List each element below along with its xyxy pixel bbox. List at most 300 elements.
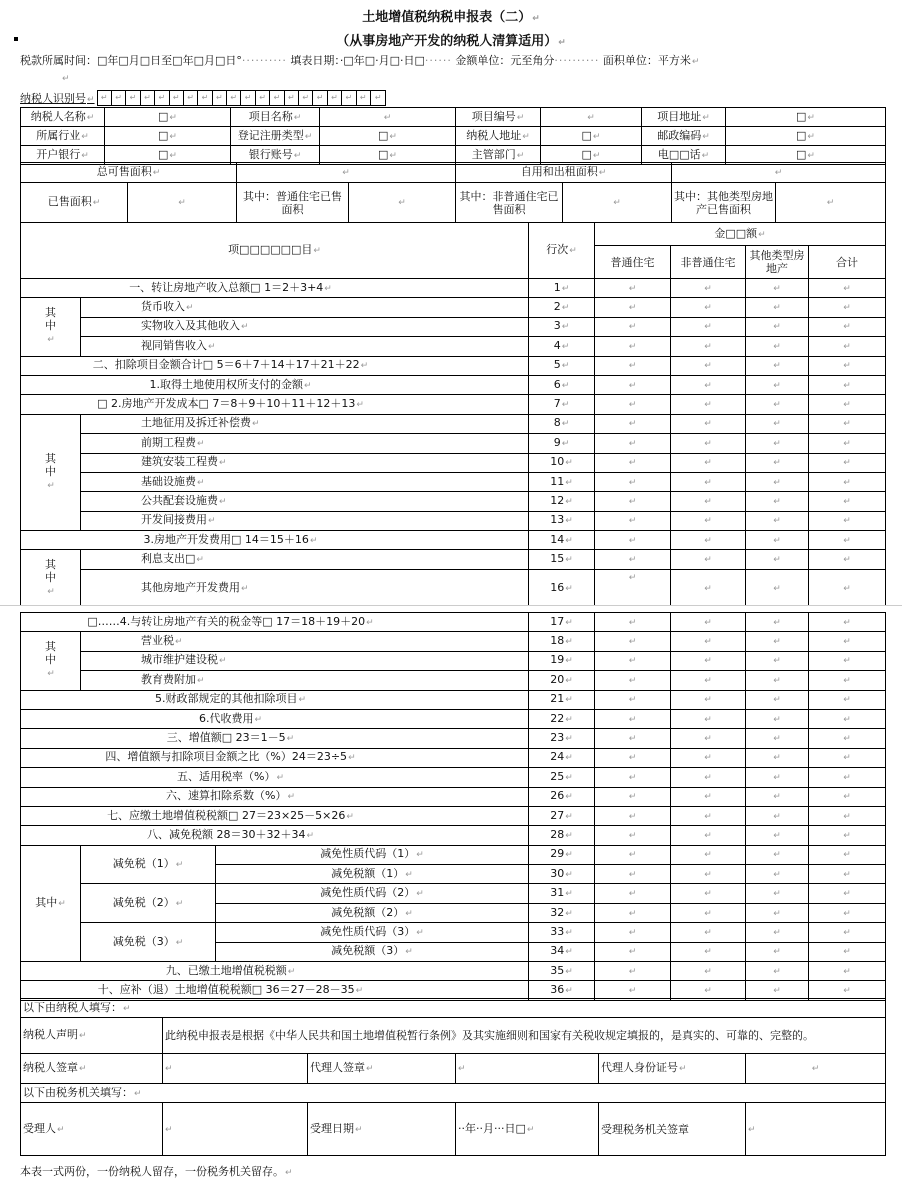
table-row (21, 531, 886, 550)
amount-cell[interactable] (809, 806, 886, 825)
calculation-table-part1 (20, 222, 886, 608)
info-label: 纳税人地址 ↵ (456, 127, 541, 146)
amount-cell[interactable] (746, 550, 809, 569)
amount-cell[interactable] (671, 748, 746, 767)
amount-cell[interactable] (671, 356, 746, 375)
table-row (21, 395, 886, 414)
amount-cell[interactable] (746, 729, 809, 748)
info-value[interactable]: □ ↵ (105, 108, 231, 127)
line-number: 17 ↵ (529, 613, 595, 632)
taxpayer-id-digit[interactable]: ↵ (241, 91, 255, 105)
info-row (21, 127, 886, 146)
amount-cell[interactable] (809, 613, 886, 632)
page-break (0, 605, 902, 612)
amount-cell[interactable] (671, 884, 746, 903)
area-unit: 面积单位：平方米 ↵ (603, 54, 700, 67)
amount-cell[interactable] (746, 962, 809, 981)
line-number: 8 ↵ (529, 414, 595, 433)
line-number: 34 ↵ (529, 942, 595, 961)
area-table (20, 162, 886, 223)
amount-cell[interactable] (595, 414, 671, 433)
table-row (21, 651, 886, 670)
sold-area-value[interactable] (128, 183, 237, 223)
amount-cell[interactable] (809, 845, 886, 864)
amount-cell[interactable] (746, 865, 809, 884)
amount-cell[interactable] (809, 923, 886, 942)
statement-text: 此纳税申报表是根据《中华人民共和国土地增值税暂行条例》及其实施细则和国家有关税收规定填报的，是真实的、可靠的、完整的。 (163, 1018, 886, 1054)
amount-cell[interactable] (595, 709, 671, 728)
table-row (21, 768, 886, 787)
table-row (21, 511, 886, 530)
amount-cell[interactable] (595, 453, 671, 472)
amount-cell[interactable] (671, 317, 746, 336)
row-label: □……4.与转让房地产有关的税金等□ 17＝18＋19＋20 ↵ (21, 613, 529, 632)
row-label: 其他房地产开发费用 ↵ (81, 569, 529, 607)
amount-cell[interactable] (746, 884, 809, 903)
line-number: 26 ↵ (529, 787, 595, 806)
line-number: 24 ↵ (529, 748, 595, 767)
amount-cell[interactable] (746, 298, 809, 317)
amount-cell[interactable] (595, 826, 671, 845)
info-value[interactable]: □ ↵ (726, 127, 886, 146)
amount-cell[interactable] (746, 395, 809, 414)
info-value[interactable]: □ ↵ (726, 108, 886, 127)
amount-cell[interactable] (595, 317, 671, 336)
line-number: 2 ↵ (529, 298, 595, 317)
amount-cell[interactable] (809, 395, 886, 414)
row-label: 一、转让房地产收入总额□ 1＝2＋3+4 ↵ (21, 279, 529, 298)
ordinary-sold-area-label: 其中：普通住宅已售面积 (237, 183, 349, 223)
table-row (21, 826, 886, 845)
amount-cell[interactable] (671, 787, 746, 806)
row-label: 减免性质代码（3） ↵ (216, 923, 529, 942)
line-number: 13 ↵ (529, 511, 595, 530)
info-label: 主管部门 ↵ (456, 146, 541, 165)
col-header-ordinary: 普通住宅 (595, 246, 671, 279)
amount-cell[interactable] (595, 942, 671, 961)
nonordinary-sold-area-value[interactable] (563, 183, 672, 223)
row-label: 5.财政部规定的其他扣除项目 ↵ (21, 690, 529, 709)
amount-cell[interactable] (595, 651, 671, 670)
info-value[interactable] (320, 108, 456, 127)
col-header-other: 其他类型房地产 (746, 246, 809, 279)
line-number: 6 ↵ (529, 375, 595, 394)
row-label: 1.取得土地使用权所支付的金额 ↵ (21, 375, 529, 394)
amount-cell[interactable] (595, 923, 671, 942)
table-row (21, 613, 886, 632)
taxpayer-sign-field[interactable] (163, 1054, 308, 1084)
amount-cell[interactable] (595, 962, 671, 981)
taxpayer-id-digit[interactable]: ↵ (313, 91, 327, 105)
amount-cell[interactable] (595, 845, 671, 864)
line-number: 5 ↵ (529, 356, 595, 375)
amount-cell[interactable] (595, 375, 671, 394)
info-row (21, 108, 886, 127)
amount-cell[interactable] (746, 569, 809, 607)
amount-cell[interactable] (809, 768, 886, 787)
info-label: 项目编号 ↵ (456, 108, 541, 127)
amount-cell[interactable] (746, 651, 809, 670)
sold-area-label: 已售面积 ↵ (21, 183, 128, 223)
self-use-area-value[interactable] (672, 163, 886, 183)
amount-cell[interactable] (746, 923, 809, 942)
amount-cell[interactable] (809, 298, 886, 317)
line-number: 33 ↵ (529, 923, 595, 942)
amount-cell[interactable] (595, 729, 671, 748)
amount-cell[interactable] (746, 375, 809, 394)
amount-cell[interactable] (746, 511, 809, 530)
table-row (21, 962, 886, 981)
amount-cell[interactable] (595, 768, 671, 787)
amount-cell[interactable] (809, 337, 886, 356)
agent-id-field[interactable] (746, 1054, 886, 1084)
line-number: 21 ↵ (529, 690, 595, 709)
taxpayer-id-digit[interactable]: ↵ (357, 91, 371, 105)
info-value[interactable]: □ ↵ (726, 146, 886, 165)
amount-cell[interactable] (595, 395, 671, 414)
taxpayer-id-input[interactable] (97, 90, 387, 106)
amount-cell[interactable] (671, 962, 746, 981)
amount-cell[interactable] (595, 865, 671, 884)
amount-cell[interactable] (746, 845, 809, 864)
amount-cell[interactable] (671, 531, 746, 550)
taxpayer-id-digit[interactable]: ↵ (256, 91, 270, 105)
info-value[interactable]: □ ↵ (105, 146, 231, 165)
amount-cell[interactable] (671, 613, 746, 632)
amount-cell[interactable] (809, 671, 886, 690)
amount-cell[interactable] (746, 472, 809, 491)
amount-header: 金□□额 ↵ (595, 223, 886, 246)
amount-cell[interactable] (595, 569, 671, 607)
amount-cell[interactable] (595, 472, 671, 491)
amount-cell[interactable] (746, 453, 809, 472)
row-label: 利息支出□ ↵ (81, 550, 529, 569)
table-row (21, 569, 886, 607)
amount-cell[interactable] (746, 317, 809, 336)
amount-cell[interactable] (746, 826, 809, 845)
form-subtitle: （从事房地产开发的纳税人清算适用） ↵ (0, 30, 902, 49)
group-label: 其中 ↵ (45, 640, 57, 681)
calculation-table-part2 (20, 612, 886, 1001)
taxpayer-id-digit[interactable]: ↵ (98, 91, 112, 105)
relief-label: 减免税（2） ↵ (81, 884, 216, 923)
amount-cell[interactable] (671, 492, 746, 511)
taxpayer-id-digit[interactable]: ↵ (141, 91, 155, 105)
taxpayer-id-digit[interactable]: ↵ (342, 91, 356, 105)
taxpayer-id-digit[interactable]: ↵ (227, 91, 241, 105)
line-number: 11 ↵ (529, 472, 595, 491)
row-label: 公共配套设施费 ↵ (81, 492, 529, 511)
info-label: 电□□话 ↵ (642, 146, 726, 165)
taxpayer-id-digit[interactable]: ↵ (184, 91, 198, 105)
table-row (21, 690, 886, 709)
amount-cell[interactable] (671, 375, 746, 394)
taxpayer-id-digit[interactable]: ↵ (213, 91, 227, 105)
amount-cell[interactable] (809, 903, 886, 922)
receive-date-field[interactable]: ··年··月···日□ ↵ (456, 1103, 599, 1156)
amount-cell[interactable] (809, 651, 886, 670)
row-label: 营业税 ↵ (81, 632, 529, 651)
amount-cell[interactable] (671, 279, 746, 298)
amount-cell[interactable] (595, 748, 671, 767)
amount-cell[interactable] (671, 337, 746, 356)
amount-cell[interactable] (671, 453, 746, 472)
amount-cell[interactable] (746, 690, 809, 709)
amount-cell[interactable] (671, 632, 746, 651)
info-value[interactable] (541, 108, 642, 127)
amount-cell[interactable] (746, 414, 809, 433)
amount-cell[interactable] (809, 942, 886, 961)
amount-cell[interactable] (746, 942, 809, 961)
other-sold-area-value[interactable] (776, 183, 886, 223)
amount-cell[interactable] (809, 511, 886, 530)
info-label: 邮政编码 ↵ (642, 127, 726, 146)
amount-cell[interactable] (595, 903, 671, 922)
line-number: 16 ↵ (529, 569, 595, 607)
total-saleable-area-label: 总可售面积 ↵ (21, 163, 237, 183)
amount-cell[interactable] (809, 729, 886, 748)
nonordinary-sold-area-label: 其中：非普通住宅已售面积 (456, 183, 563, 223)
amount-cell[interactable] (809, 826, 886, 845)
taxpayer-id-digit[interactable]: ↵ (155, 91, 169, 105)
row-label: 八、减免税额 28＝30＋32＋34 ↵ (21, 826, 529, 845)
taxpayer-id-digit[interactable]: ↵ (299, 91, 313, 105)
amount-cell[interactable] (809, 865, 886, 884)
amount-cell[interactable] (595, 337, 671, 356)
amount-cell[interactable] (671, 569, 746, 607)
row-label: 前期工程费 ↵ (81, 434, 529, 453)
amount-cell[interactable] (671, 729, 746, 748)
table-row (21, 298, 886, 317)
amount-cell[interactable] (595, 356, 671, 375)
amount-cell[interactable] (746, 492, 809, 511)
info-value[interactable]: □ ↵ (320, 127, 456, 146)
amount-cell[interactable] (746, 279, 809, 298)
amount-cell[interactable] (746, 434, 809, 453)
row-label: 教育费附加 ↵ (81, 671, 529, 690)
declaration-table (20, 998, 886, 1156)
amount-cell[interactable] (809, 356, 886, 375)
amount-cell[interactable] (746, 632, 809, 651)
amount-cell[interactable] (595, 632, 671, 651)
amount-cell[interactable] (671, 942, 746, 961)
table-row (21, 671, 886, 690)
col-header-total: 合计 (809, 246, 886, 279)
line-number: 30 ↵ (529, 865, 595, 884)
amount-cell[interactable] (671, 414, 746, 433)
info-value[interactable]: □ ↵ (105, 127, 231, 146)
amount-cell[interactable] (809, 709, 886, 728)
amount-cell[interactable] (671, 768, 746, 787)
amount-cell[interactable] (746, 337, 809, 356)
amount-cell[interactable] (746, 748, 809, 767)
amount-cell[interactable] (671, 651, 746, 670)
relief-label: 减免税（1） ↵ (81, 845, 216, 884)
line-number: 7 ↵ (529, 395, 595, 414)
amount-cell[interactable] (595, 884, 671, 903)
group-label: 其中 ↵ (21, 845, 81, 961)
amount-cell[interactable] (809, 472, 886, 491)
amount-cell[interactable] (746, 356, 809, 375)
total-saleable-area-value[interactable] (237, 163, 456, 183)
info-value[interactable]: □ ↵ (320, 146, 456, 165)
taxpayer-id-digit[interactable]: ↵ (285, 91, 299, 105)
line-number: 4 ↵ (529, 337, 595, 356)
amount-cell[interactable] (671, 434, 746, 453)
line-header: 行次 ↵ (529, 223, 595, 279)
amount-cell[interactable] (671, 671, 746, 690)
amount-cell[interactable] (809, 453, 886, 472)
row-label: 三、增值额□ 23＝1－5 ↵ (21, 729, 529, 748)
amount-cell[interactable] (809, 550, 886, 569)
amount-cell[interactable] (746, 709, 809, 728)
amount-cell[interactable] (595, 279, 671, 298)
table-row (21, 453, 886, 472)
line-number: 25 ↵ (529, 768, 595, 787)
table-row (21, 923, 886, 942)
amount-cell[interactable] (595, 806, 671, 825)
line-number: 1 ↵ (529, 279, 595, 298)
amount-cell[interactable] (809, 962, 886, 981)
taxpayer-id-digit[interactable]: ↵ (374, 93, 382, 102)
line-number: 35 ↵ (529, 962, 595, 981)
row-label: □ 2.房地产开发成本□ 7＝8＋9＋10＋11＋12＋13 ↵ (21, 395, 529, 414)
info-value[interactable]: □ ↵ (541, 146, 642, 165)
table-row (21, 709, 886, 728)
footer-note: 本表一式两份，一份纳税人留存，一份税务机关留存。 ↵ (20, 1163, 293, 1179)
amount-cell[interactable] (671, 903, 746, 922)
other-sold-area-label: 其中：其他类型房地产已售面积 (672, 183, 776, 223)
taxpayer-id-digit[interactable]: ↵ (328, 91, 342, 105)
taxpayer-id-digit[interactable]: ↵ (198, 91, 212, 105)
amount-cell[interactable] (746, 806, 809, 825)
taxpayer-info-table (20, 107, 886, 165)
amount-cell[interactable] (671, 806, 746, 825)
amount-cell[interactable] (809, 317, 886, 336)
line-number: 9 ↵ (529, 434, 595, 453)
info-label: 项目地址 ↵ (642, 108, 726, 127)
info-label: 开户银行 ↵ (21, 146, 105, 165)
form-title: 土地增值税纳税申报表（二） ↵ (0, 6, 902, 25)
amount-cell[interactable] (746, 768, 809, 787)
receiver-field[interactable] (163, 1103, 308, 1156)
table-row (21, 434, 886, 453)
amount-cell[interactable] (595, 492, 671, 511)
amount-cell[interactable] (595, 690, 671, 709)
line-number: 10 ↵ (529, 453, 595, 472)
row-label: 九、已缴土地增值税税额 ↵ (21, 962, 529, 981)
taxpayer-id-digit[interactable]: ↵ (270, 91, 284, 105)
table-row (21, 550, 886, 569)
amount-cell[interactable] (809, 492, 886, 511)
col-header-nonordinary: 非普通住宅 (671, 246, 746, 279)
amount-cell[interactable] (595, 531, 671, 550)
group-label-cell (21, 550, 81, 607)
row-label: 开发间接费用 ↵ (81, 511, 529, 530)
ordinary-sold-area-value[interactable] (349, 183, 456, 223)
amount-cell[interactable] (809, 632, 886, 651)
taxpayer-id-label: 纳税人识别号 ↵ (20, 90, 95, 106)
row-label: 实物收入及其他收入 ↵ (81, 317, 529, 336)
line-number: 14 ↵ (529, 531, 595, 550)
info-label: 登记注册类型 ↵ (231, 127, 320, 146)
amount-cell[interactable] (671, 550, 746, 569)
line-number: 23 ↵ (529, 729, 595, 748)
line-number: 15 ↵ (529, 550, 595, 569)
amount-cell[interactable] (671, 690, 746, 709)
amount-cell[interactable] (809, 375, 886, 394)
amount-cell[interactable] (595, 787, 671, 806)
amount-cell[interactable] (595, 511, 671, 530)
amount-cell[interactable] (671, 298, 746, 317)
amount-cell[interactable] (671, 826, 746, 845)
amount-cell[interactable] (809, 279, 886, 298)
line-number: 19 ↵ (529, 651, 595, 670)
amount-cell[interactable] (595, 613, 671, 632)
amount-cell[interactable] (671, 923, 746, 942)
amount-cell[interactable] (809, 787, 886, 806)
table-row (21, 632, 886, 651)
taxpayer-id-digit[interactable]: ↵ (170, 91, 184, 105)
authority-section-label: 以下由税务机关填写： ↵ (21, 1084, 886, 1103)
amount-cell[interactable] (809, 884, 886, 903)
taxpayer-id-digit[interactable]: ↵ (126, 91, 140, 105)
item-header: 项□□□□□□目 ↵ (21, 223, 529, 279)
amount-cell[interactable] (595, 671, 671, 690)
amount-cell[interactable] (671, 472, 746, 491)
amount-cell[interactable] (595, 550, 671, 569)
authority-sign-field[interactable] (746, 1103, 886, 1156)
row-label: 七、应缴土地增值税税额□ 27＝23×25－5×26 ↵ (21, 806, 529, 825)
amount-cell[interactable] (809, 569, 886, 607)
row-label: 四、增值额与扣除项目金额之比（%）24＝23÷5 ↵ (21, 748, 529, 767)
table-row (21, 472, 886, 491)
amount-cell[interactable] (809, 748, 886, 767)
amount-cell[interactable] (809, 690, 886, 709)
amount-cell[interactable] (671, 865, 746, 884)
relief-label: 减免税（3） ↵ (81, 923, 216, 962)
amount-cell[interactable] (809, 531, 886, 550)
agent-sign-field[interactable] (456, 1054, 599, 1084)
amount-cell[interactable] (746, 787, 809, 806)
group-label: 其中 ↵ (45, 558, 57, 599)
amount-cell[interactable] (809, 434, 886, 453)
amount-cell[interactable] (595, 298, 671, 317)
amount-cell[interactable] (671, 395, 746, 414)
taxpayer-id-digit[interactable]: ↵ (112, 91, 126, 105)
taxpayer-id-row (20, 90, 386, 106)
row-label: 减免税额（1） ↵ (216, 865, 529, 884)
line-number: 22 ↵ (529, 709, 595, 728)
amount-cell[interactable] (746, 671, 809, 690)
taxpayer-sign-label: 纳税人签章 ↵ (21, 1054, 163, 1084)
row-label: 城市维护建设税 ↵ (81, 651, 529, 670)
info-line: 税款所属时间：□年□月□日至□年□月□日°·········· 填表日期：·□年□·月□·日□······ 金额单位：元至角分·········· 面积单位：平方米 ↵ (20, 52, 900, 68)
amount-cell[interactable] (671, 709, 746, 728)
amount-cell[interactable] (746, 531, 809, 550)
amount-cell[interactable] (595, 434, 671, 453)
row-label: 减免性质代码（2） ↵ (216, 884, 529, 903)
tax-period: 税款所属时间：□年□月□日至□年□月□日° (20, 54, 242, 67)
info-value[interactable]: □ ↵ (541, 127, 642, 146)
amount-cell[interactable] (671, 511, 746, 530)
paragraph-mark: ↵ (62, 74, 70, 84)
amount-cell[interactable] (746, 903, 809, 922)
amount-cell[interactable] (671, 845, 746, 864)
row-label: 六、速算扣除系数（%） ↵ (21, 787, 529, 806)
amount-cell[interactable] (809, 414, 886, 433)
amount-cell[interactable] (746, 613, 809, 632)
